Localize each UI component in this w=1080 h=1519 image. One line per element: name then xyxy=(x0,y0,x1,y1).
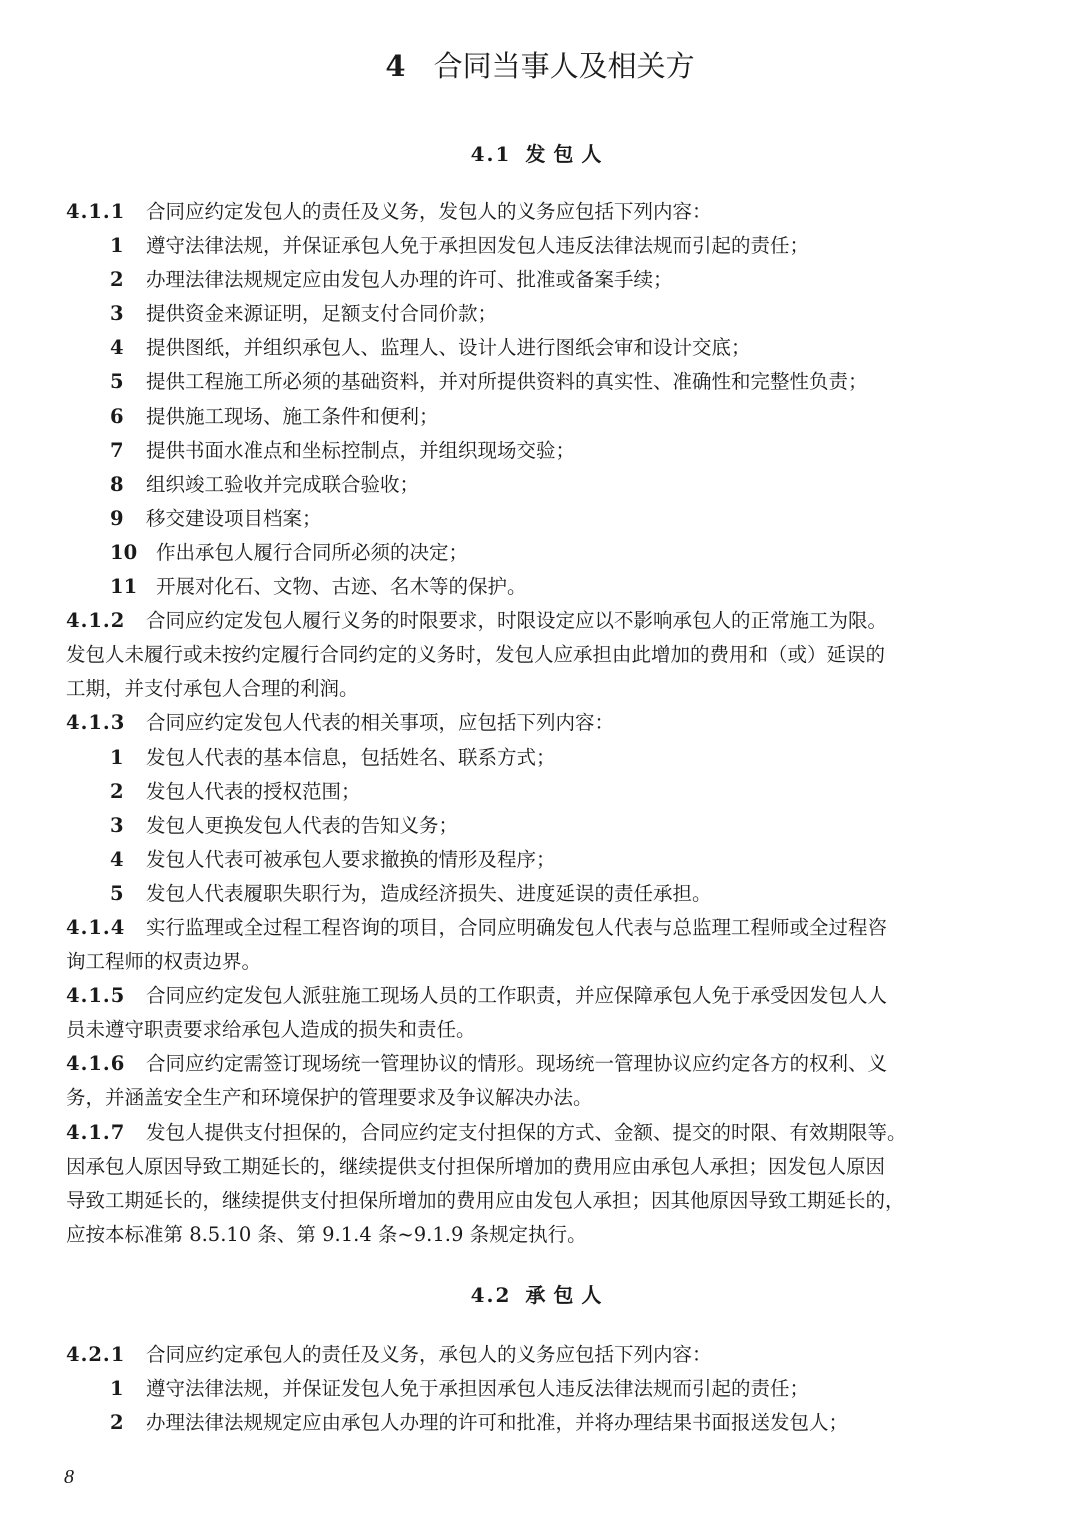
item-number: 7 xyxy=(110,438,124,462)
item-number: 3 xyxy=(110,813,124,837)
section-heading-4-1 xyxy=(0,139,1080,169)
clause-number: 4.1.1 xyxy=(66,200,126,223)
item-text: 发包人代表的授权范围； xyxy=(146,779,361,803)
list-item xyxy=(66,570,1016,604)
item-text: 提供图纸，并组织承包人、监理人、设计人进行图纸会审和设计交底； xyxy=(146,336,751,360)
section-4-2-body xyxy=(66,1338,1016,1440)
item-text: 遵守法律法规，并保证发包人免于承担因承包人违反法律法规而引起的责任； xyxy=(146,1377,810,1401)
clause-text: 合同应约定需签订现场统一管理协议的情形。现场统一管理协议应约定各方的权利、义 xyxy=(146,1052,888,1076)
section-4-1-body xyxy=(66,195,1016,1252)
item-text: 作出承包人履行合同所必须的决定； xyxy=(156,540,469,564)
list-item xyxy=(66,536,1016,570)
clause-number: 4.1.2 xyxy=(66,609,126,633)
clause-text: 合同应约定承包人的责任及义务，承包人的义务应包括下列内容： xyxy=(146,1343,712,1366)
clause-4-1-4 xyxy=(66,911,1016,945)
item-text: 提供资金来源证明，足额支付合同价款； xyxy=(146,302,498,326)
clause-number: 4.2.1 xyxy=(66,1343,126,1366)
item-text: 组织竣工验收并完成联合验收； xyxy=(146,472,420,496)
list-item xyxy=(66,331,1016,365)
list-item xyxy=(66,741,1016,775)
clause-number: 4.1.5 xyxy=(66,984,126,1008)
clause-4-1-2 xyxy=(66,604,1016,638)
item-text: 提供书面水准点和坐标控制点，并组织现场交验； xyxy=(146,438,576,462)
item-number: 1 xyxy=(110,1377,124,1401)
clause-text: 合同应约定发包人履行义务的时限要求，时限设定应以不影响承包人的正常施工为限。 xyxy=(146,609,888,633)
item-text: 发包人代表履职失职行为，造成经济损失、进度延误的责任承担。 xyxy=(146,881,712,905)
section-number: 4.2 xyxy=(470,1283,512,1307)
list-item xyxy=(66,502,1016,536)
clause-text: 合同应约定发包人派驻施工现场人员的工作职责，并应保障承包人免于承受因发包人人 xyxy=(146,984,888,1008)
clause-continuation: 工期，并支付承包人合理的利润。 xyxy=(66,677,359,701)
clause-4-1-7 xyxy=(66,1116,1016,1150)
item-text: 提供工程施工所必须的基础资料，并对所提供资料的真实性、准确性和完整性负责； xyxy=(146,370,868,394)
item-number: 10 xyxy=(110,540,138,564)
clause-4-1-3 xyxy=(66,706,1016,740)
list-item xyxy=(66,843,1016,877)
item-number: 8 xyxy=(110,472,124,496)
list-item xyxy=(66,229,1016,263)
chapter-title xyxy=(0,44,1080,88)
list-item xyxy=(66,877,1016,911)
item-text: 发包人代表的基本信息，包括姓名、联系方式； xyxy=(146,745,556,769)
clause-number: 4.1.6 xyxy=(66,1052,126,1076)
item-text: 发包人更换发包人代表的告知义务； xyxy=(146,813,459,837)
clause-4-2-1 xyxy=(66,1338,1016,1372)
page-number: 8 xyxy=(64,1466,74,1488)
clause-number: 4.1.4 xyxy=(66,915,126,939)
section-heading-4-2 xyxy=(0,1280,1080,1310)
list-item xyxy=(66,263,1016,297)
clause-continuation: 应按本标准第 8.5.10 条、第 9.1.4 条~9.1.9 条规定执行。 xyxy=(66,1222,587,1246)
clause-continuation: 导致工期延长的，继续提供支付担保所增加的费用应由发包人承担；因其他原因导致工期延长的， xyxy=(66,1188,905,1212)
clause-continuation: 发包人未履行或未按约定履行合同约定的义务时，发包人应承担由此增加的费用和（或）延误的 xyxy=(66,643,886,667)
item-text: 发包人代表可被承包人要求撤换的情形及程序； xyxy=(146,847,556,871)
list-item xyxy=(66,297,1016,331)
chapter-title-text: 合同当事人及相关方 xyxy=(433,49,695,83)
list-item xyxy=(66,1406,1016,1440)
item-text: 遵守法律法规，并保证承包人免于承担因发包人违反法律法规而引起的责任； xyxy=(146,234,810,258)
item-number: 4 xyxy=(110,847,124,871)
section-title-text: 发包人 xyxy=(525,142,610,166)
clause-4-1-1 xyxy=(66,195,1016,229)
list-item xyxy=(66,400,1016,434)
item-text: 移交建设项目档案； xyxy=(146,506,322,530)
list-item xyxy=(66,775,1016,809)
clause-continuation: 询工程师的权责边界。 xyxy=(66,950,262,974)
item-number: 1 xyxy=(110,745,124,769)
item-text: 开展对化石、文物、古迹、名木等的保护。 xyxy=(156,575,527,599)
item-number: 1 xyxy=(110,234,124,258)
item-number: 9 xyxy=(110,506,124,530)
clause-number: 4.1.3 xyxy=(66,711,126,735)
clause-4-1-6 xyxy=(66,1047,1016,1081)
clause-continuation: 因承包人原因导致工期延长的，继续提供支付担保所增加的费用应由承包人承担；因发包人原因 xyxy=(66,1154,886,1178)
list-item xyxy=(66,1372,1016,1406)
list-item xyxy=(66,809,1016,843)
list-item xyxy=(66,468,1016,502)
clause-continuation: 员未遵守职责要求给承包人造成的损失和责任。 xyxy=(66,1018,476,1042)
clause-text: 合同应约定发包人代表的相关事项，应包括下列内容： xyxy=(146,711,615,735)
clause-text: 实行监理或全过程工程咨询的项目，合同应明确发包人代表与总监理工程师或全过程咨 xyxy=(146,915,888,939)
item-number: 6 xyxy=(110,404,124,428)
list-item xyxy=(66,365,1016,399)
section-number: 4.1 xyxy=(470,142,512,166)
item-text: 办理法律法规规定应由承包人办理的许可和批准，并将办理结果书面报送发包人； xyxy=(146,1411,849,1435)
clause-number: 4.1.7 xyxy=(66,1120,126,1144)
clause-continuation: 务，并涵盖安全生产和环境保护的管理要求及争议解决办法。 xyxy=(66,1086,593,1110)
clause-text: 发包人提供支付担保的，合同应约定支付担保的方式、金额、提交的时限、有效期限等。 xyxy=(146,1120,907,1144)
item-text: 办理法律法规规定应由发包人办理的许可、批准或备案手续； xyxy=(146,268,673,292)
item-number: 2 xyxy=(110,1411,124,1435)
list-item xyxy=(66,434,1016,468)
item-number: 3 xyxy=(110,302,124,326)
item-number: 5 xyxy=(110,370,124,394)
section-title-text: 承包人 xyxy=(525,1283,610,1307)
clause-text: 合同应约定发包人的责任及义务，发包人的义务应包括下列内容： xyxy=(146,200,712,223)
item-number: 4 xyxy=(110,336,124,360)
chapter-number: 4 xyxy=(385,49,406,83)
item-number: 2 xyxy=(110,268,124,292)
item-number: 2 xyxy=(110,779,124,803)
item-number: 5 xyxy=(110,881,124,905)
item-text: 提供施工现场、施工条件和便利； xyxy=(146,404,439,428)
item-number: 11 xyxy=(110,575,138,599)
clause-4-1-5 xyxy=(66,979,1016,1013)
